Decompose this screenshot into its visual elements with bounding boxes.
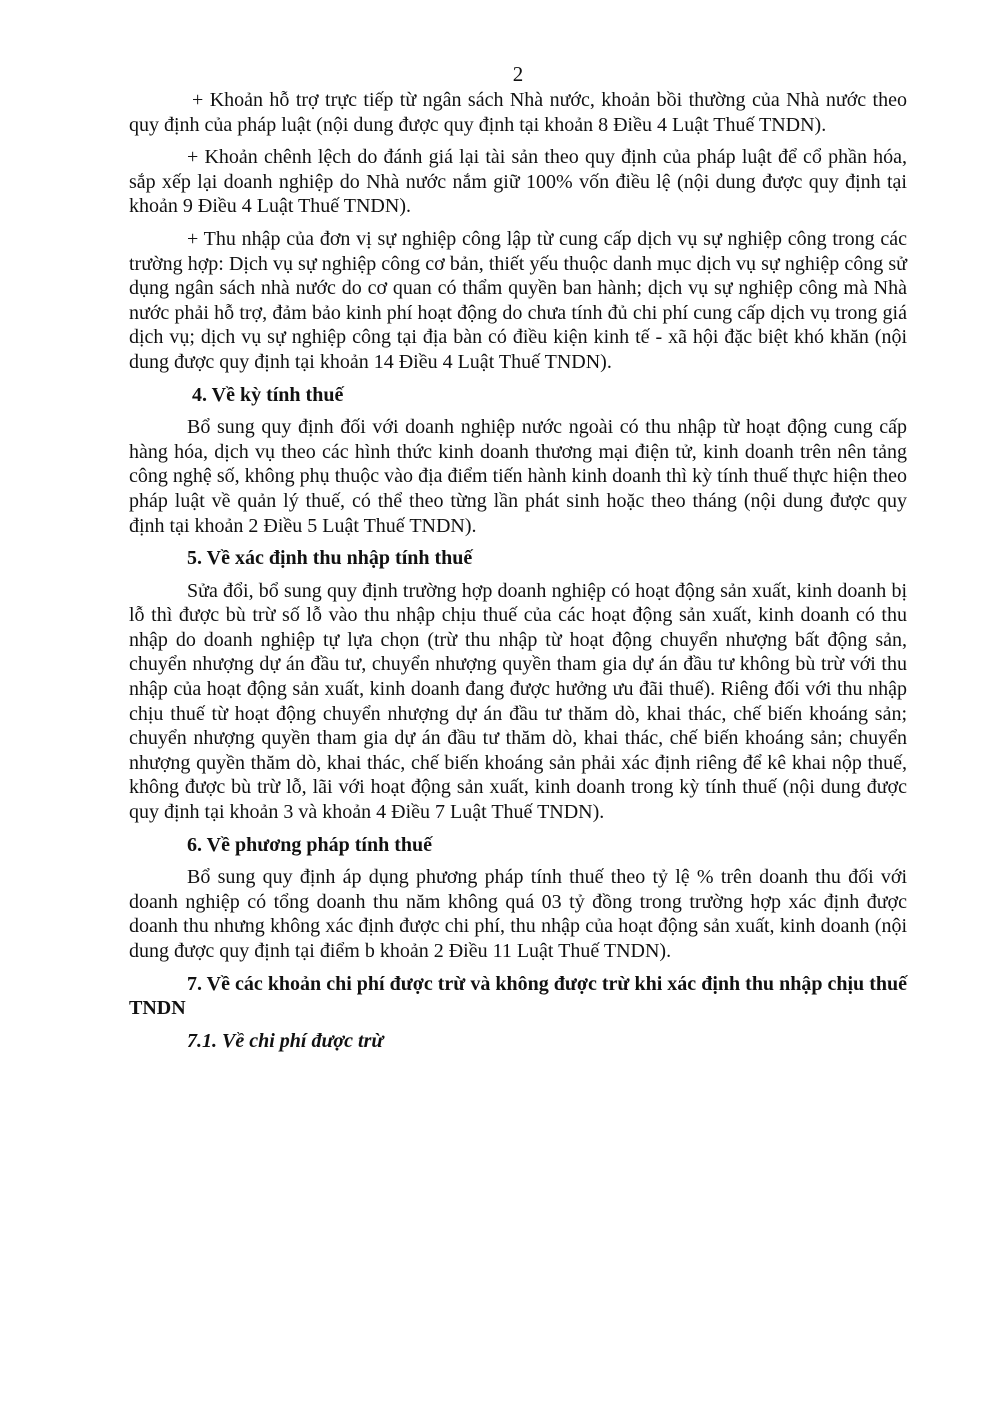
paragraph-taxable-income: Sửa đổi, bổ sung quy định trường hợp doanh nghiệp có hoạt động sản xuất, kinh doanh bị lỗ thì được bù trừ số lỗ vào thu nhập chịu thuế của các hoạt động sản xuất, kinh doanh có thu nhập do doanh nghiệp tự lựa chọn (trừ thu nhập từ hoạt động chuyển nhượng bất động sản, chuyển nhượng dự án đầu tư, chuyển nhượng quyền tham gia dự án đầu tư không bù trừ với thu nhập của hoạt động sản xuất, kinh doanh đang được hưởng ưu đãi thuế). Riêng đối với thu nhập chịu thuế từ hoạt động chuyển nhượng dự án đầu tư thăm dò, khai thác, chế biến khoáng sản; chuyển nhượng quyền tham gia dự án đầu tư thăm dò, khai thác, chế biến khoáng sản; chuyển nhượng quyền thăm dò, khai thác, chế biến khoáng sản phải xác định riêng để kê khai nộp thuế, không được bù trừ lỗ, lãi với hoạt động sản xuất, kinh doanh trong kỳ tính thuế (nội dung được quy định tại khoản 3 và khoản 4 Điều 7 Luật Thuế TNDN). [129, 579, 907, 824]
heading-tax-method: 6. Về phương pháp tính thuế [187, 833, 433, 856]
subheading-deductible-expenses: 7.1. Về chi phí được trừ [187, 1029, 384, 1052]
paragraph-public-service-income: + Thu nhập của đơn vị sự nghiệp công lập từ cung cấp dịch vụ sự nghiệp công trong các trường hợp: Dịch vụ sự nghiệp công cơ bản, thiết yếu thuộc danh mục dịch vụ sự nghiệp công sử dụng ngân sách nhà nước do cơ quan có thẩm quyền ban hành; dịch vụ sự nghiệp công mà Nhà nước phải hỗ trợ, đảm bảo kinh phí hoạt động do chưa tính đủ chi phí cung cấp dịch vụ trong giá dịch vụ; dịch vụ sự nghiệp công tại địa bàn có điều kiện kinh tế - xã hội đặc biệt khó khăn (nội dung được quy định tại khoản 14 Điều 4 Luật Thuế TNDN). [129, 227, 907, 373]
heading-tax-period: 4. Về kỳ tính thuế [192, 383, 344, 406]
paragraph-asset-revaluation: + Khoản chênh lệch do đánh giá lại tài sản theo quy định của pháp luật để cổ phần hóa, sắp xếp lại doanh nghiệp do Nhà nước nắm giữ 100% vốn điều lệ (nội dung được quy định tại khoản 9 Điều 4 Luật Thuế TNDN). [129, 146, 907, 218]
paragraph-state-budget-support: + Khoản hỗ trợ trực tiếp từ ngân sách Nhà nước, khoản bồi thường của Nhà nước theo quy định của pháp luật (nội dung được quy định tại khoản 8 Điều 4 Luật Thuế TNDN). [129, 89, 907, 136]
document-body [129, 88, 907, 1061]
page-number: 2 [512, 62, 524, 86]
paragraph-tax-period: Bổ sung quy định đối với doanh nghiệp nước ngoài có thu nhập từ hoạt động cung cấp hàng hóa, dịch vụ theo các hình thức kinh doanh thương mại điện tử, kinh doanh trên nên tảng công nghệ số, không phụ thuộc vào địa điểm tiến hành kinh doanh thì kỳ tính thuế thực hiện theo pháp luật về quản lý thuế, có thể theo từng lần phát sinh hoặc theo tháng (nội dung được quy định tại khoản 2 Điều 5 Luật Thuế TNDN). [129, 416, 907, 537]
heading-taxable-income: 5. Về xác định thu nhập tính thuế [187, 547, 473, 570]
heading-deductible-expenses: 7. Về các khoản chi phí được trừ và không được trừ khi xác định thu nhập chịu thuế TNDN [129, 972, 907, 1020]
paragraph-tax-method: Bổ sung quy định áp dụng phương pháp tính thuế theo tỷ lệ % trên doanh thu đối với doanh nghiệp có tổng doanh thu năm không quá 03 tỷ đồng trong trường hợp xác định được doanh thu nhưng không xác định được chi phí, thu nhập của hoạt động sản xuất, kinh doanh (nội dung được quy định tại điểm b khoản 2 Điều 11 Luật Thuế TNDN). [129, 866, 907, 962]
